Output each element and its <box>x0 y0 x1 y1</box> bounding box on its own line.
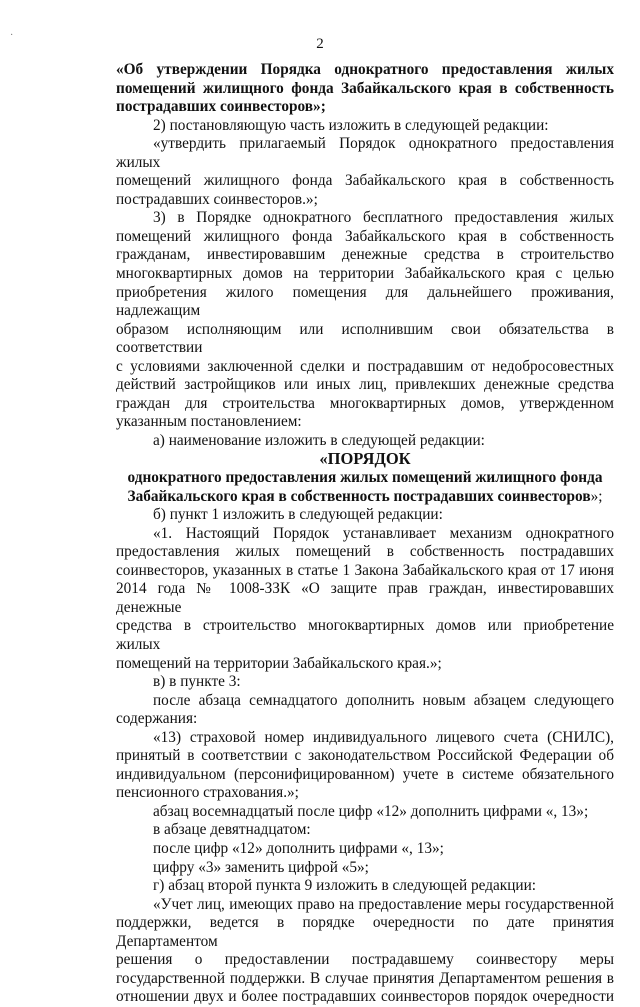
text-line: пострадавших соинвесторов.»; <box>116 190 318 208</box>
text-line: «Об утверждении Порядка однократного предоставления жилых <box>116 61 614 78</box>
text-line: а) наименование изложить в следующей редакции: <box>153 431 485 449</box>
text-line: гражданам, инвестировавшим денежные средства в строительство <box>116 246 614 264</box>
text-line: многоквартирных домов на территории Забайкальского края с целью <box>116 265 614 283</box>
text-line: «Учет лиц, имеющих право на предоставление меры государственной <box>153 895 614 913</box>
text-line: «1. Настоящий Порядок устанавливает механизм однократного <box>153 524 614 542</box>
text-line: индивидуальном (персонифицированном) учете в системе обязательного <box>116 765 614 783</box>
text-line: абзац восемнадцатый после цифр «12» дополнить цифрами «, 13»; <box>153 802 589 820</box>
document-body <box>116 61 614 1007</box>
text-line: государственной поддержки. В случае принятия Департаментом решения в <box>116 969 614 987</box>
text-line: помещений на территории Забайкальского края.»; <box>116 654 442 672</box>
text-line: соинвесторов, указанных в статье 1 Закона Забайкальского края от 17 июня <box>116 561 614 579</box>
text-line: приобретения жилого помещения для дальнейшего проживания, надлежащим <box>116 283 614 320</box>
text-line: цифру «3» заменить цифрой «5»; <box>153 858 369 876</box>
margin-mark: · <box>10 30 14 41</box>
text-line: образом исполняющим или исполнившим свои обязательства в соответствии <box>116 320 614 357</box>
text-line: пострадавших соинвесторов»; <box>116 98 326 116</box>
text-line: указанным постановлением: <box>116 413 302 431</box>
text-line: средства в строительство многоквартирных домов или приобретение жилых <box>116 617 614 653</box>
text-line: отношении двух и более пострадавших соинвесторов порядок очередности <box>116 988 614 1006</box>
text-line: б) пункт 1 изложить в следующей редакции: <box>153 506 443 524</box>
text-line: принятый в соответствии с законодательством Российской Федерации об <box>116 747 614 765</box>
text-line: «13) страховой номер индивидуального лицевого счета (СНИЛС), <box>153 728 614 746</box>
text-line: помещений жилищного фонда Забайкальского края в собственность <box>116 172 614 190</box>
text-line: пенсионного страхования.»; <box>116 784 299 802</box>
text-line: действий застройщиков или иных лиц, привлекших денежные средства <box>116 376 614 394</box>
text-line: 2) постановляющую часть изложить в следующей редакции: <box>153 116 549 134</box>
closing-punctuation: »; <box>590 487 603 505</box>
text-line: помещений жилищного фонда Забайкальского края в собственность <box>116 79 614 97</box>
text-line: после абзаца семнадцатого дополнить новым абзацем следующего <box>153 691 614 709</box>
section-heading: «ПОРЯДОК <box>319 449 411 469</box>
text-line: после цифр «12» дополнить цифрами «, 13»; <box>153 839 444 857</box>
text-line: решения о предоставлении пострадавшему соинвестору меры <box>116 951 614 969</box>
text-line: предоставления жилых помещений в собственность пострадавших <box>116 543 614 561</box>
text-line: помещений жилищного фонда Забайкальского края в собственность <box>116 227 614 245</box>
page-number: 2 <box>316 36 324 52</box>
text-line: 3) в Порядке однократного бесплатного предоставления жилых <box>153 209 614 227</box>
text-line: граждан для строительства многоквартирных домов, утвержденном <box>116 394 614 412</box>
text-line: в абзаце девятнадцатом: <box>153 821 311 839</box>
text-line: Забайкальского края в собственность пострадавших соинвесторов»; <box>127 487 603 505</box>
text-line: с условиями заключенной сделки и пострадавшим от недобросовестных <box>116 357 614 375</box>
text-line: однократного предоставления жилых помещений жилищного фонда <box>127 469 603 487</box>
text-line: поддержки, ведется в порядке очередности по дате принятия Департаментом <box>116 914 614 950</box>
text-line: г) абзац второй пункта 9 изложить в следующей редакции: <box>153 877 537 895</box>
text-line: в) в пункте 3: <box>153 673 241 691</box>
text-line: «утвердить прилагаемый Порядок однократного предоставления жилых <box>116 135 614 171</box>
text-line: содержания: <box>116 710 198 728</box>
text-line: 2014 года № 1008-ЗЗК «О защите прав граждан, инвестировавших денежные <box>116 580 614 616</box>
